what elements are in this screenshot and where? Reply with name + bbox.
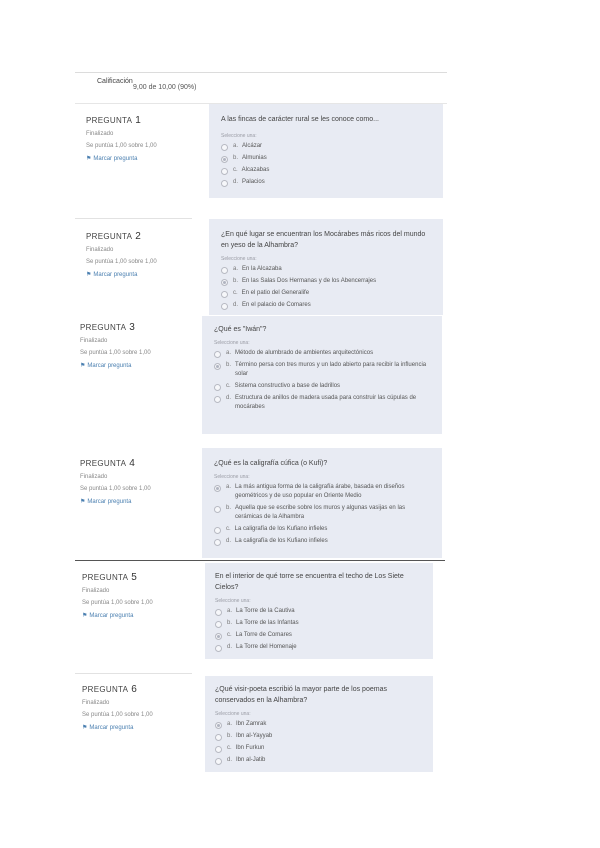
question-card [205, 563, 433, 659]
answer-option[interactable]: b. En las Salas Dos Hermanas y de los Abencerrajes [221, 277, 431, 286]
answer-option[interactable]: b. Almunias [221, 154, 431, 163]
answer-option[interactable]: d. Ibn al-Jatib [215, 756, 423, 765]
radio-button[interactable] [221, 168, 228, 175]
radio-button[interactable] [214, 351, 221, 358]
flag-icon: ⚑ [86, 272, 92, 278]
flag-icon: ⚑ [80, 363, 86, 369]
answer-option[interactable]: b. Ibn al-Yayyab [215, 732, 423, 741]
radio-button[interactable] [215, 722, 222, 729]
answer-option[interactable]: c. La Torre de Comares [215, 631, 423, 640]
radio-button[interactable] [221, 180, 228, 187]
select-label: Seleccione una: [214, 340, 250, 346]
question-status: Finalizado [86, 131, 114, 137]
flag-question-link[interactable]: ⚑ Marcar pregunta [86, 272, 138, 278]
answer-option[interactable]: c. Ibn Furkun [215, 744, 423, 753]
radio-button[interactable] [215, 645, 222, 652]
radio-button[interactable] [214, 363, 221, 370]
question-number: 6 [131, 684, 138, 695]
question-status: Finalizado [82, 700, 110, 706]
select-label: Seleccione una: [221, 256, 257, 262]
flag-question-link[interactable]: ⚑ Marcar pregunta [86, 156, 138, 162]
radio-button[interactable] [214, 485, 221, 492]
radio-button[interactable] [214, 527, 221, 534]
radio-button[interactable] [215, 633, 222, 640]
question-card [209, 104, 443, 198]
answer-option[interactable]: a. La más antigua forma de la caligrafía árabe, basada en diseños geométricos y de uso popular en Oriente Medio [214, 483, 430, 501]
radio-button[interactable] [214, 539, 221, 546]
radio-button[interactable] [221, 156, 228, 163]
answer-option[interactable]: c. La caligrafía de los Kufiano infieles [214, 525, 430, 534]
question-text: En el interior de qué torre se encuentra el techo de Los Siete Cielos? [215, 573, 404, 591]
radio-button[interactable] [221, 144, 228, 151]
question-title: PREGUNTA 1 [86, 115, 142, 126]
question-status: Finalizado [86, 247, 114, 253]
radio-button[interactable] [221, 267, 228, 274]
answer-option[interactable]: a. Método de alumbrado de ambientes arquitectónicos [214, 349, 430, 358]
question-score: Se puntúa 1,00 sobre 1,00 [82, 600, 153, 606]
question-status: Finalizado [80, 474, 108, 480]
radio-button[interactable] [214, 506, 221, 513]
flag-icon: ⚑ [82, 613, 88, 619]
radio-button[interactable] [215, 621, 222, 628]
question-status: Finalizado [82, 588, 110, 594]
radio-button[interactable] [221, 279, 228, 286]
question-text: ¿En qué lugar se encuentran los Mocárabes más ricos del mundo en yeso de la Alhambra? [221, 231, 426, 249]
grade-summary [75, 72, 447, 104]
answer-option[interactable]: c. Alcazabas [221, 166, 431, 175]
radio-button[interactable] [214, 384, 221, 391]
answer-option[interactable]: b. Aquella que se escribe sobre los muros y algunas vasijas en las cerámicas de la Alhambra [214, 504, 430, 522]
answer-option[interactable]: b. Término persa con tres muros y un lado abierto para recibir la influencia solar [214, 361, 430, 379]
answer-option[interactable]: c. Sistema constructivo a base de ladrillos [214, 382, 430, 391]
answer-option[interactable]: d. En el palacio de Comares [221, 301, 431, 310]
grade-value: 9,00 de 10,00 (90%) [133, 84, 197, 91]
radio-button[interactable] [221, 291, 228, 298]
question-score: Se puntúa 1,00 sobre 1,00 [86, 259, 157, 265]
answer-option[interactable]: c. En el patio del Generalife [221, 289, 431, 298]
question-number: 3 [129, 322, 136, 333]
question-info [80, 322, 151, 369]
question-card [205, 676, 433, 772]
divider [75, 560, 445, 561]
question-title: PREGUNTA 3 [80, 322, 136, 333]
answer-option[interactable]: a. La Torre de la Cautiva [215, 607, 423, 616]
question-number: 2 [135, 231, 142, 242]
answer-option[interactable]: a. En la Alcazaba [221, 265, 431, 274]
question-text: A las fincas de carácter rural se les conoce como... [221, 116, 379, 123]
flag-question-link[interactable]: ⚑ Marcar pregunta [82, 613, 134, 619]
grade-label: Calificación [97, 78, 133, 85]
question-title: PREGUNTA 4 [80, 458, 136, 469]
answer-option[interactable]: a. Ibn Zamrak [215, 720, 423, 729]
answer-option[interactable]: d. La caligrafía de los Kufiano infieles [214, 537, 430, 546]
radio-button[interactable] [215, 758, 222, 765]
radio-button[interactable] [215, 609, 222, 616]
divider [75, 218, 192, 219]
question-score: Se puntúa 1,00 sobre 1,00 [80, 350, 151, 356]
answer-option[interactable]: a. Alcázar [221, 142, 431, 151]
question-number: 1 [135, 115, 142, 126]
question-title: PREGUNTA 6 [82, 684, 138, 695]
select-label: Seleccione una: [215, 598, 251, 604]
select-label: Seleccione una: [215, 711, 251, 717]
question-score: Se puntúa 1,00 sobre 1,00 [82, 712, 153, 718]
question-text: ¿Qué es "Iwán"? [214, 326, 267, 333]
radio-button[interactable] [215, 734, 222, 741]
question-text: ¿Qué es la caligrafía cúfica (o Kufi)? [214, 460, 328, 467]
question-card [209, 219, 443, 315]
radio-button[interactable] [215, 746, 222, 753]
question-number: 4 [129, 458, 136, 469]
question-info [82, 572, 153, 619]
question-info [86, 231, 157, 278]
radio-button[interactable] [214, 396, 221, 403]
answer-option[interactable]: d. La Torre del Homenaje [215, 643, 423, 652]
select-label: Seleccione una: [221, 133, 257, 139]
answer-option[interactable]: d. Estructura de anillos de madera usada para construir las cúpulas de mocárabes [214, 394, 430, 412]
answer-option[interactable]: b. La Torre de las Infantas [215, 619, 423, 628]
flag-question-link[interactable]: ⚑ Marcar pregunta [82, 725, 134, 731]
question-text: ¿Qué visir-poeta escribió la mayor parte de los poemas conservados en la Alhambra? [215, 686, 387, 704]
question-info [80, 458, 151, 505]
question-score: Se puntúa 1,00 sobre 1,00 [86, 143, 157, 149]
question-title: PREGUNTA 2 [86, 231, 142, 242]
flag-icon: ⚑ [80, 499, 86, 505]
question-info [86, 115, 157, 162]
flag-question-link[interactable]: ⚑ Marcar pregunta [80, 499, 132, 505]
question-status: Finalizado [80, 338, 108, 344]
question-card [202, 448, 442, 558]
question-title: PREGUNTA 5 [82, 572, 138, 583]
answer-option[interactable]: d. Palacios [221, 178, 431, 187]
question-card [202, 316, 442, 434]
flag-question-link[interactable]: ⚑ Marcar pregunta [80, 363, 132, 369]
divider [75, 673, 192, 674]
select-label: Seleccione una: [214, 474, 250, 480]
question-number: 5 [131, 572, 138, 583]
radio-button[interactable] [221, 303, 228, 310]
question-info [82, 684, 153, 731]
flag-icon: ⚑ [82, 725, 88, 731]
question-score: Se puntúa 1,00 sobre 1,00 [80, 486, 151, 492]
flag-icon: ⚑ [86, 156, 92, 162]
